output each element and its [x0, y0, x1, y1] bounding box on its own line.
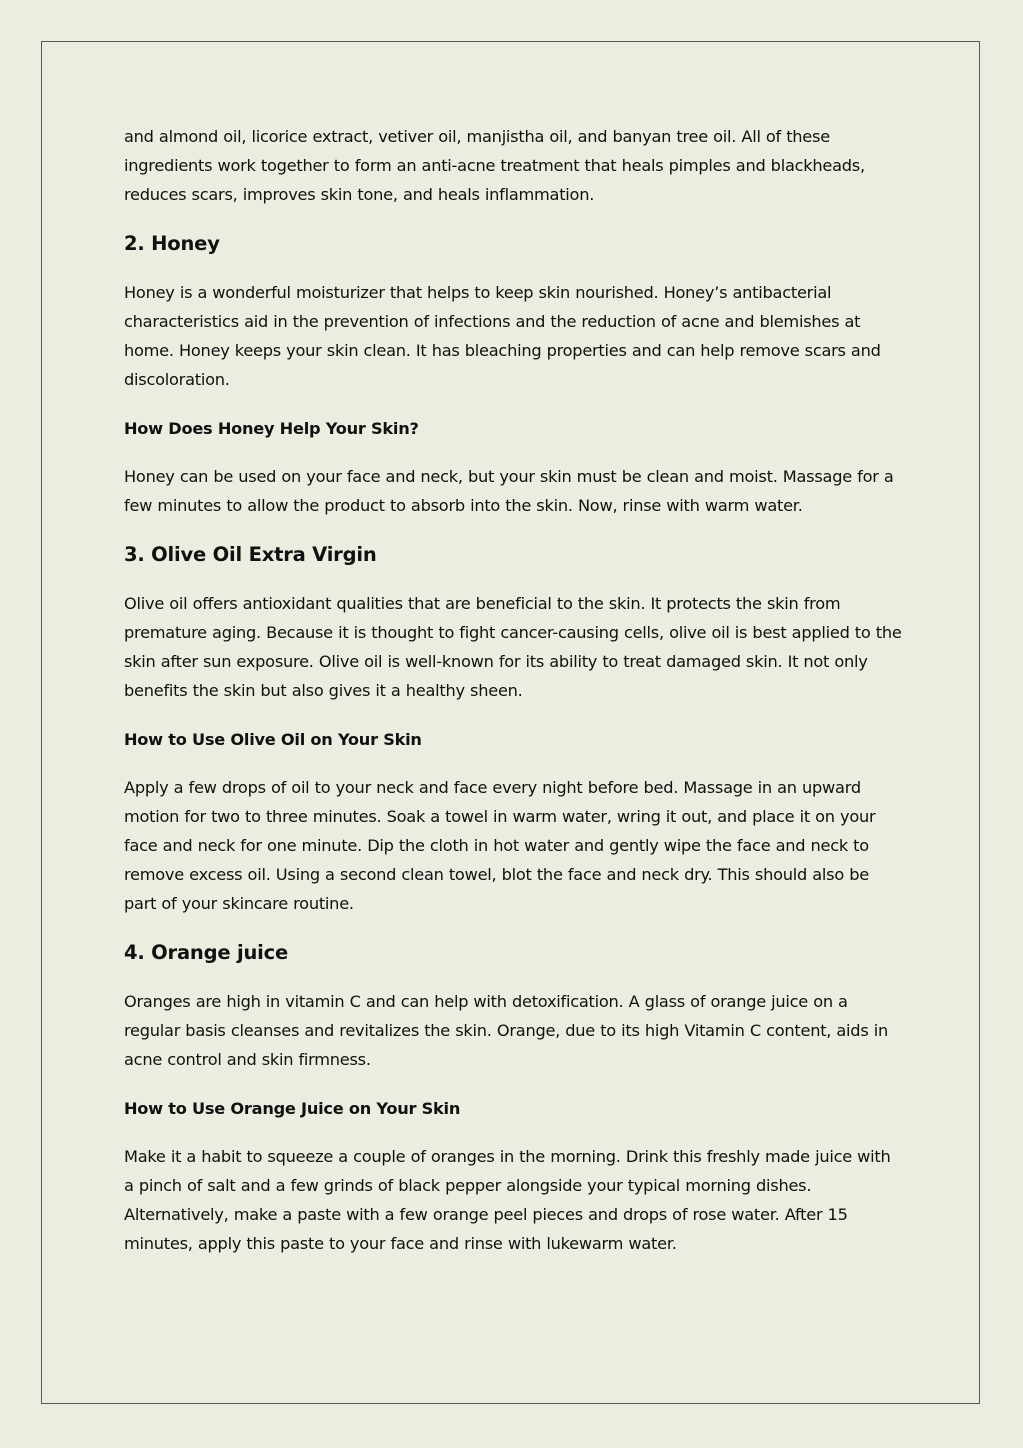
intro-paragraph: and almond oil, licorice extract, vetiver oil, manjistha oil, and banyan tree oil. All of these ingredients work together to form an anti-acne treatment that heals pimples and blackheads, reduces scars, improves skin tone, and heals inflammation. [124, 127, 865, 204]
section-sub-paragraph: Make it a habit to squeeze a couple of oranges in the morning. Drink this freshly made juice with a pinch of salt and a few grinds of black pepper alongside your typical morning dishes. Alternatively, make a paste with a few orange peel pieces and drops of rose water. After 15 minutes, apply this paste to your face and rinse with lukewarm water. [124, 1147, 891, 1253]
section-sub-paragraph: Honey can be used on your face and neck, but your skin must be clean and moist. Massage for a few minutes to allow the product to absorb into the skin. Now, rinse with warm water. [124, 467, 894, 515]
section-subheading: How to Use Olive Oil on Your Skin [124, 730, 422, 749]
section-paragraph: Honey is a wonderful moisturizer that helps to keep skin nourished. Honey’s antibacterial characteristics aid in the prevention of infections and the reduction of acne and blemishes at home. Honey keeps your skin clean. It has bleaching properties and can help remove scars and discoloration. [124, 283, 881, 389]
section-heading: 4. Orange juice [124, 941, 289, 964]
section-sub-paragraph: Apply a few drops of oil to your neck and face every night before bed. Massage in an upward motion for two to three minutes. Soak a towel in warm water, wring it out, and place it on your face and neck for one minute. Dip the cloth in hot water and gently wipe the face and neck to remove excess oil. Using a second clean towel, blot the face and neck dry. This should also be part of your skincare routine. [124, 778, 876, 913]
document-body [124, 122, 904, 1258]
section-heading: 3. Olive Oil Extra Virgin [124, 543, 377, 566]
section-paragraph: Olive oil offers antioxidant qualities that are beneficial to the skin. It protects the skin from premature aging. Because it is thought to fight cancer-causing cells, olive oil is best applied to the skin after sun exposure. Olive oil is well-known for its ability to treat damaged skin. It not only benefits the skin but also gives it a healthy sheen. [124, 594, 902, 700]
section-heading: 2. Honey [124, 232, 220, 255]
section-olive-oil [124, 540, 904, 938]
section-orange-juice [124, 938, 904, 1258]
section-honey [124, 229, 904, 540]
section-subheading: How Does Honey Help Your Skin? [124, 419, 419, 438]
section-paragraph: Oranges are high in vitamin C and can help with detoxification. A glass of orange juice on a regular basis cleanses and revitalizes the skin. Orange, due to its high Vitamin C content, aids in acne control and skin firmness. [124, 992, 888, 1069]
section-subheading: How to Use Orange Juice on Your Skin [124, 1099, 461, 1118]
